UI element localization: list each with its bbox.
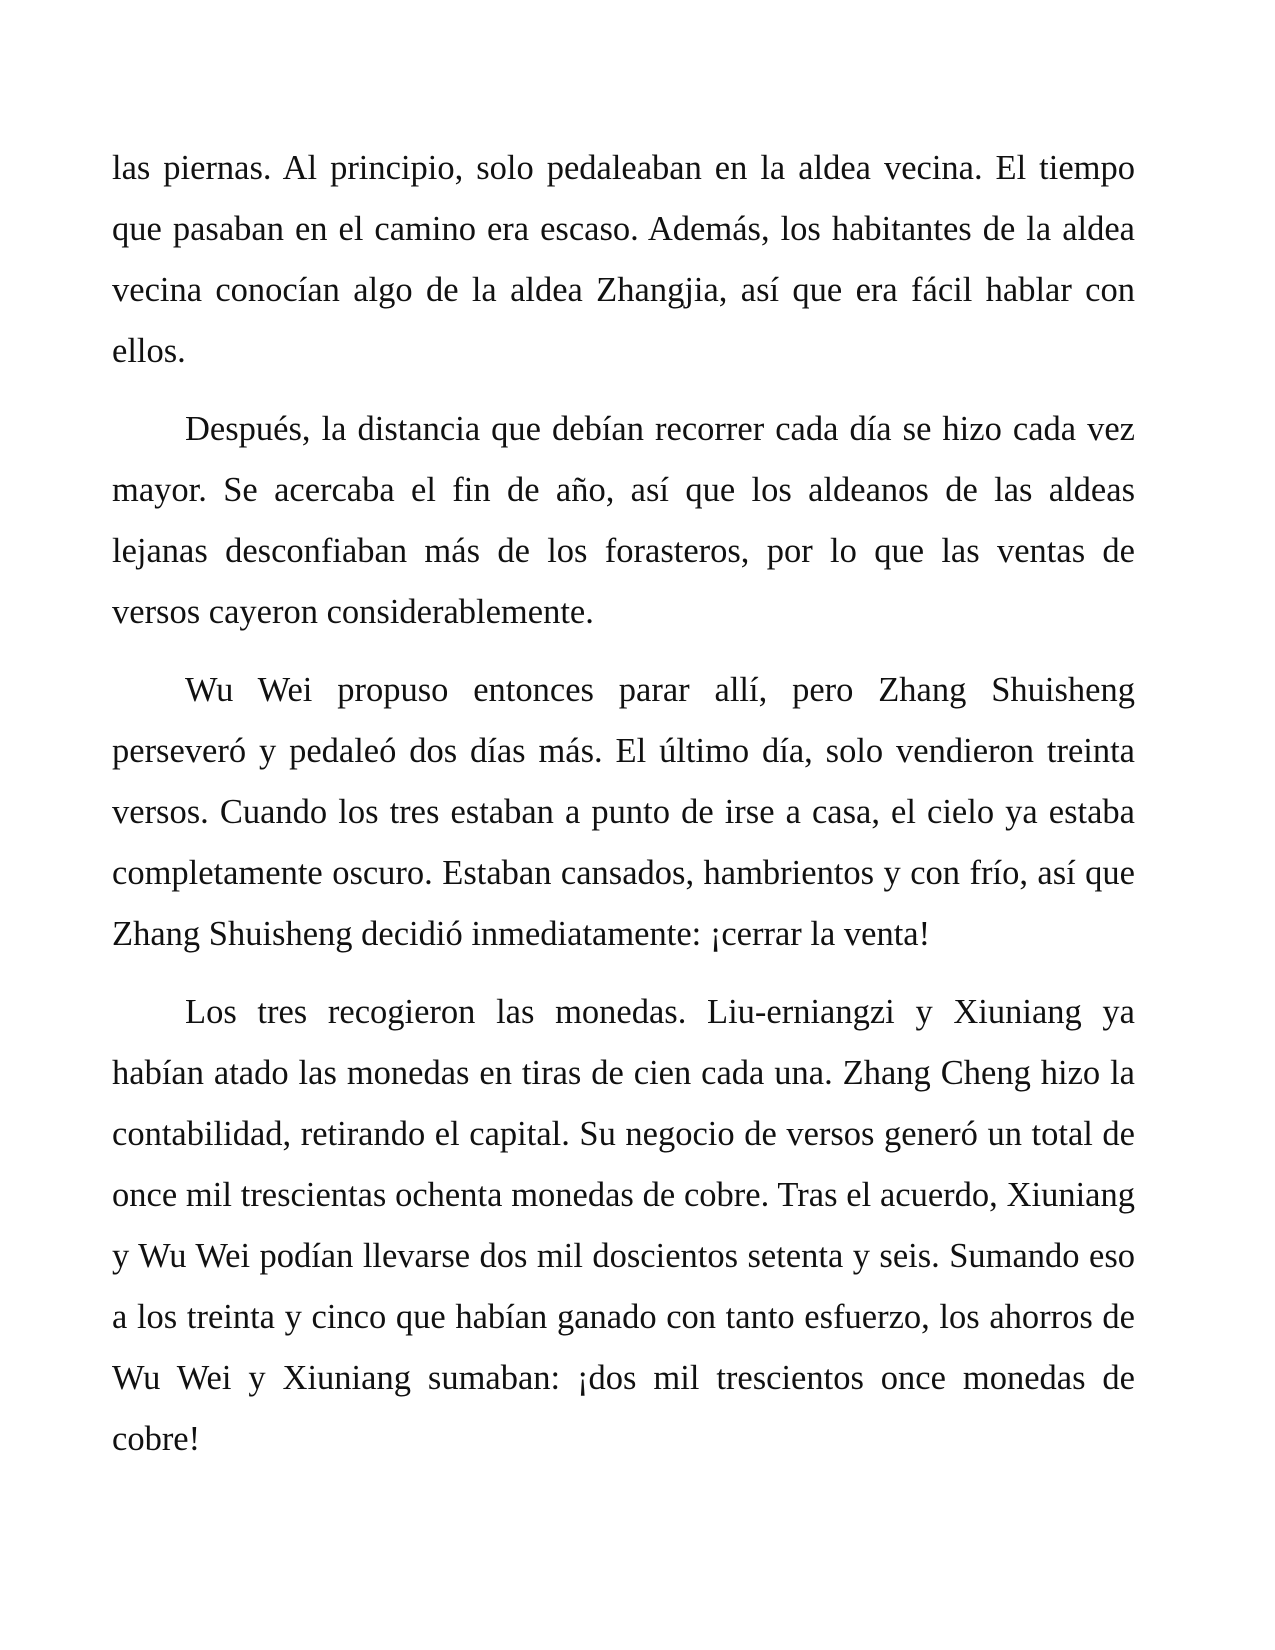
paragraph-3: Wu Wei propuso entonces parar allí, pero Zhang Shuisheng perseveró y pedaleó dos días más. El último día, solo vendieron treinta versos. Cuando los tres estaban a punto de irse a casa, el cielo ya estaba completamente oscuro. Estaban cansados, hambrientos y con frío, así que Zhang Shuisheng decidió inmediatamente: ¡cerrar la venta!	[112, 671, 1135, 953]
paragraph-4: Los tres recogieron las monedas. Liu-erniangzi y Xiuniang ya habían atado las monedas en tiras de cien cada una. Zhang Cheng hizo la contabilidad, retirando el capital. Su negocio de versos generó un total de once mil trescientas ochenta monedas de cobre. Tras el acuerdo, Xiuniang y Wu Wei podían llevarse dos mil doscientos setenta y seis. Sumando eso a los treinta y cinco que habían ganado con tanto esfuerzo, los ahorros de Wu Wei y Xiuniang sumaban: ¡dos mil trescientos once monedas de cobre!	[112, 993, 1135, 1458]
paragraph-2: Después, la distancia que debían recorrer cada día se hizo cada vez mayor. Se acercaba el fin de año, así que los aldeanos de las aldeas lejanas desconfiaban más de los forasteros, por lo que las ventas de versos cayeron considerablemente.	[112, 410, 1135, 631]
document-page	[112, 138, 1135, 1487]
paragraph-1: las piernas. Al principio, solo pedaleaban en la aldea vecina. El tiempo que pasaban en el camino era escaso. Además, los habitantes de la aldea vecina conocían algo de la aldea Zhangjia, así que era fácil hablar con ellos.	[112, 149, 1135, 370]
